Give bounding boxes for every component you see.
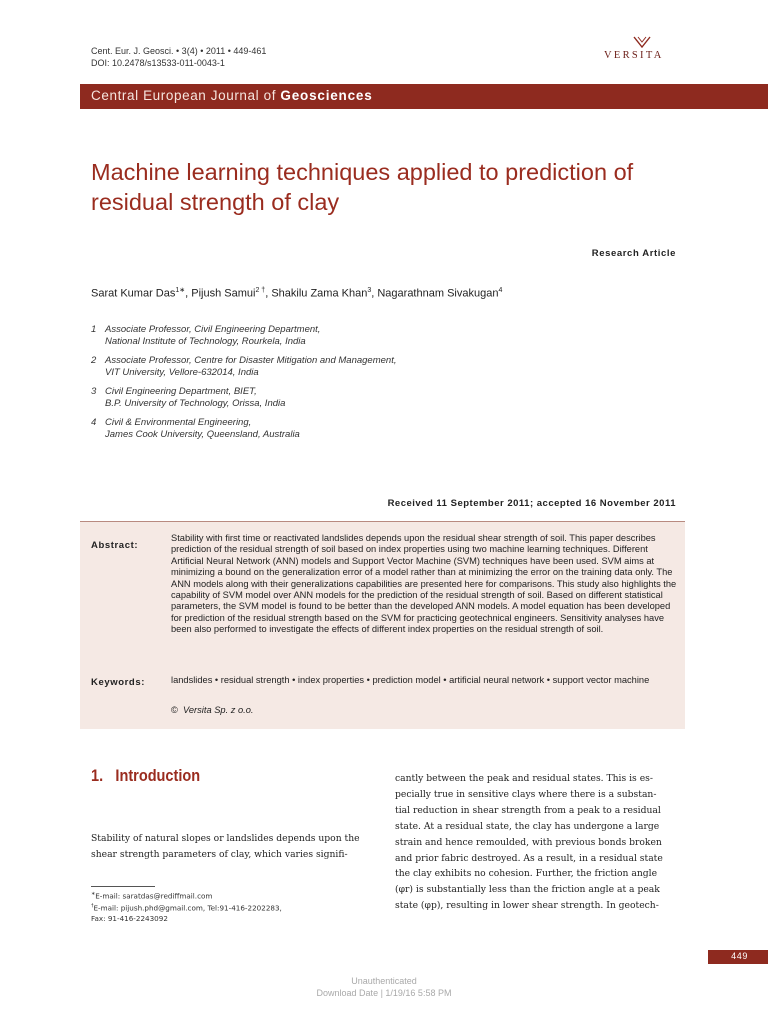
- affiliation-item: [91, 324, 396, 348]
- doi-line[interactable]: DOI: 10.2478/s13533-011-0043-1: [91, 58, 225, 68]
- versita-logo-icon: [633, 35, 651, 49]
- text-line: Stability of natural slopes or landslides depends upon the: [91, 833, 360, 844]
- footnote-marker: †: [91, 903, 94, 910]
- download-watermark: [0, 976, 768, 999]
- affiliation-line: Associate Professor, Centre for Disaster Mitigation and Management,: [105, 355, 397, 366]
- text-line: state. At a residual state, the clay has undergone a large: [395, 820, 660, 832]
- affiliation-line: National Institute of Technology, Rourkela, India: [105, 336, 306, 347]
- affiliation-line: Civil & Environmental Engineering,: [105, 417, 252, 428]
- article-title: Machine learning techniques applied to prediction of residual strength of clay: [91, 159, 634, 215]
- affiliation-number: 1: [91, 324, 97, 335]
- text-line: tial reduction in shear strength from a peak to a residual: [395, 804, 661, 816]
- journal-banner: [80, 84, 768, 109]
- text-line: pecially true in sensitive clays where there is a substan-: [395, 788, 657, 800]
- author-marker: 4: [498, 287, 503, 294]
- journal-prefix: Central European Journal of: [91, 88, 277, 103]
- journal-title: [91, 88, 373, 103]
- section-title: Introduction: [115, 767, 201, 785]
- keywords-label: Keywords:: [91, 677, 145, 688]
- affiliation-item: [91, 355, 396, 379]
- footnote-text: E-mail: pijush.phd@gmail.com, Tel:91-416-2202283,: [93, 903, 282, 913]
- footnote-marker: ∗: [91, 891, 96, 897]
- footnote-item: [91, 889, 282, 901]
- text-line: cantly between the peak and residual states. This is es-: [395, 773, 653, 784]
- received-dates: Received 11 September 2011; accepted 16 November 2011: [387, 498, 676, 509]
- abstract-label: Abstract:: [91, 540, 139, 551]
- text-line: (φr) is substantially less than the friction angle at a peak: [395, 884, 660, 896]
- section-heading: [91, 767, 212, 786]
- text-line: shear strength parameters of clay, which varies signifi-: [91, 848, 348, 860]
- affiliation-item: [91, 417, 396, 441]
- author-marker: 3: [367, 287, 372, 294]
- body-column-right: [395, 771, 677, 914]
- author-name: Nagarathnam Sivakugan: [377, 287, 499, 300]
- text-line: strain and hence remoulded, with previous bonds broken: [395, 836, 662, 848]
- body-column-left: [91, 831, 375, 863]
- footnote-text: E-mail: saratdas@rediffmail.com: [95, 891, 213, 901]
- page-number-tab: [708, 950, 768, 964]
- footnote-rule: [91, 886, 155, 887]
- citation-line: Cent. Eur. J. Geosci. • 3(4) • 2011 • 449-461: [91, 46, 267, 56]
- affiliation-line: Associate Professor, Civil Engineering Department,: [105, 324, 321, 335]
- abstract-box: [80, 521, 685, 729]
- section-number: 1.: [91, 767, 104, 785]
- page-number: 449: [731, 951, 748, 961]
- article-type: Research Article: [591, 248, 676, 259]
- publisher-name: VERSITA: [604, 50, 664, 61]
- affiliation-line: VIT University, Vellore-632014, India: [105, 367, 259, 378]
- affiliation-number: 2: [91, 355, 97, 366]
- author-name: Shakilu Zama Khan: [271, 287, 368, 300]
- author-name: Pijush Samui: [191, 287, 256, 300]
- affiliation-line: James Cook University, Queensland, Australia: [105, 429, 300, 440]
- copyright-icon: ©: [171, 705, 178, 715]
- journal-name: Geosciences: [280, 88, 373, 103]
- copyright-line: [171, 705, 253, 715]
- author-marker: 2 †: [255, 287, 266, 294]
- author-marker: 1∗: [175, 287, 186, 294]
- text-line: and prior fabric destroyed. As a result, in a residual state: [395, 852, 663, 864]
- watermark-line: Download Date | 1/19/16 5:58 PM: [316, 987, 452, 998]
- affiliation-number: 4: [91, 417, 97, 428]
- footnotes: [91, 889, 282, 924]
- watermark-line: Unauthenticated: [351, 976, 417, 986]
- copyright-holder: Versita Sp. z o.o.: [183, 705, 254, 715]
- text-line: state (φp), resulting in lower shear strength. In geotech-: [395, 900, 659, 912]
- keywords-text: landslides • residual strength • index properties • prediction model • artificial neural network • support vector machine: [171, 675, 650, 685]
- affiliation-number: 3: [91, 386, 97, 397]
- footnote-text: Fax: 91-416-2243092: [91, 913, 168, 923]
- footnote-item: [91, 901, 282, 913]
- affiliation-line: B.P. University of Technology, Orissa, India: [105, 398, 286, 409]
- author-list: Sarat Kumar Das$^{1∗}$, Pijush Samui$^{2 \dagger}$, Shakilu Zama Khan$^3$, Nagarathnam Sivakugan$^4$: [91, 287, 503, 300]
- abstract-text: Stability with first time or reactivated landslides depends upon the residual shear strength of soil. This paper describes prediction of the residual strength of soil based on index properties using two machine learning techniques. Different Artificial Neural Network (ANN) models and Support Vector Machine (SVM) techniques have been used. SVM aims at minimizing a bound on the generalization error of a model rather than at minimizing the error on the training data only. The ANN models along with their generalizations capabilities are presented here for comparisons. This study also highlights the capability of SVM model over ANN models for the prediction of the residual strength of soil. Based on different statistical parameters, the SVM model is found to be better than the developed ANN models. A model equation has been developed for prediction of the residual strength based on the SVM for practicing geotechnical engineers. Sensitivity analyses have been also performed to investigate the effects of different index properties on the residual strength of soil.: [171, 533, 677, 635]
- affiliation-item: [91, 386, 396, 410]
- citation-block: [91, 45, 266, 69]
- affiliation-list: [91, 324, 396, 448]
- text-line: the clay exhibits no cohesion. Further, the friction angle: [395, 868, 658, 880]
- affiliation-line: Civil Engineering Department, BIET,: [105, 386, 257, 397]
- author-name: Sarat Kumar Das: [91, 287, 176, 300]
